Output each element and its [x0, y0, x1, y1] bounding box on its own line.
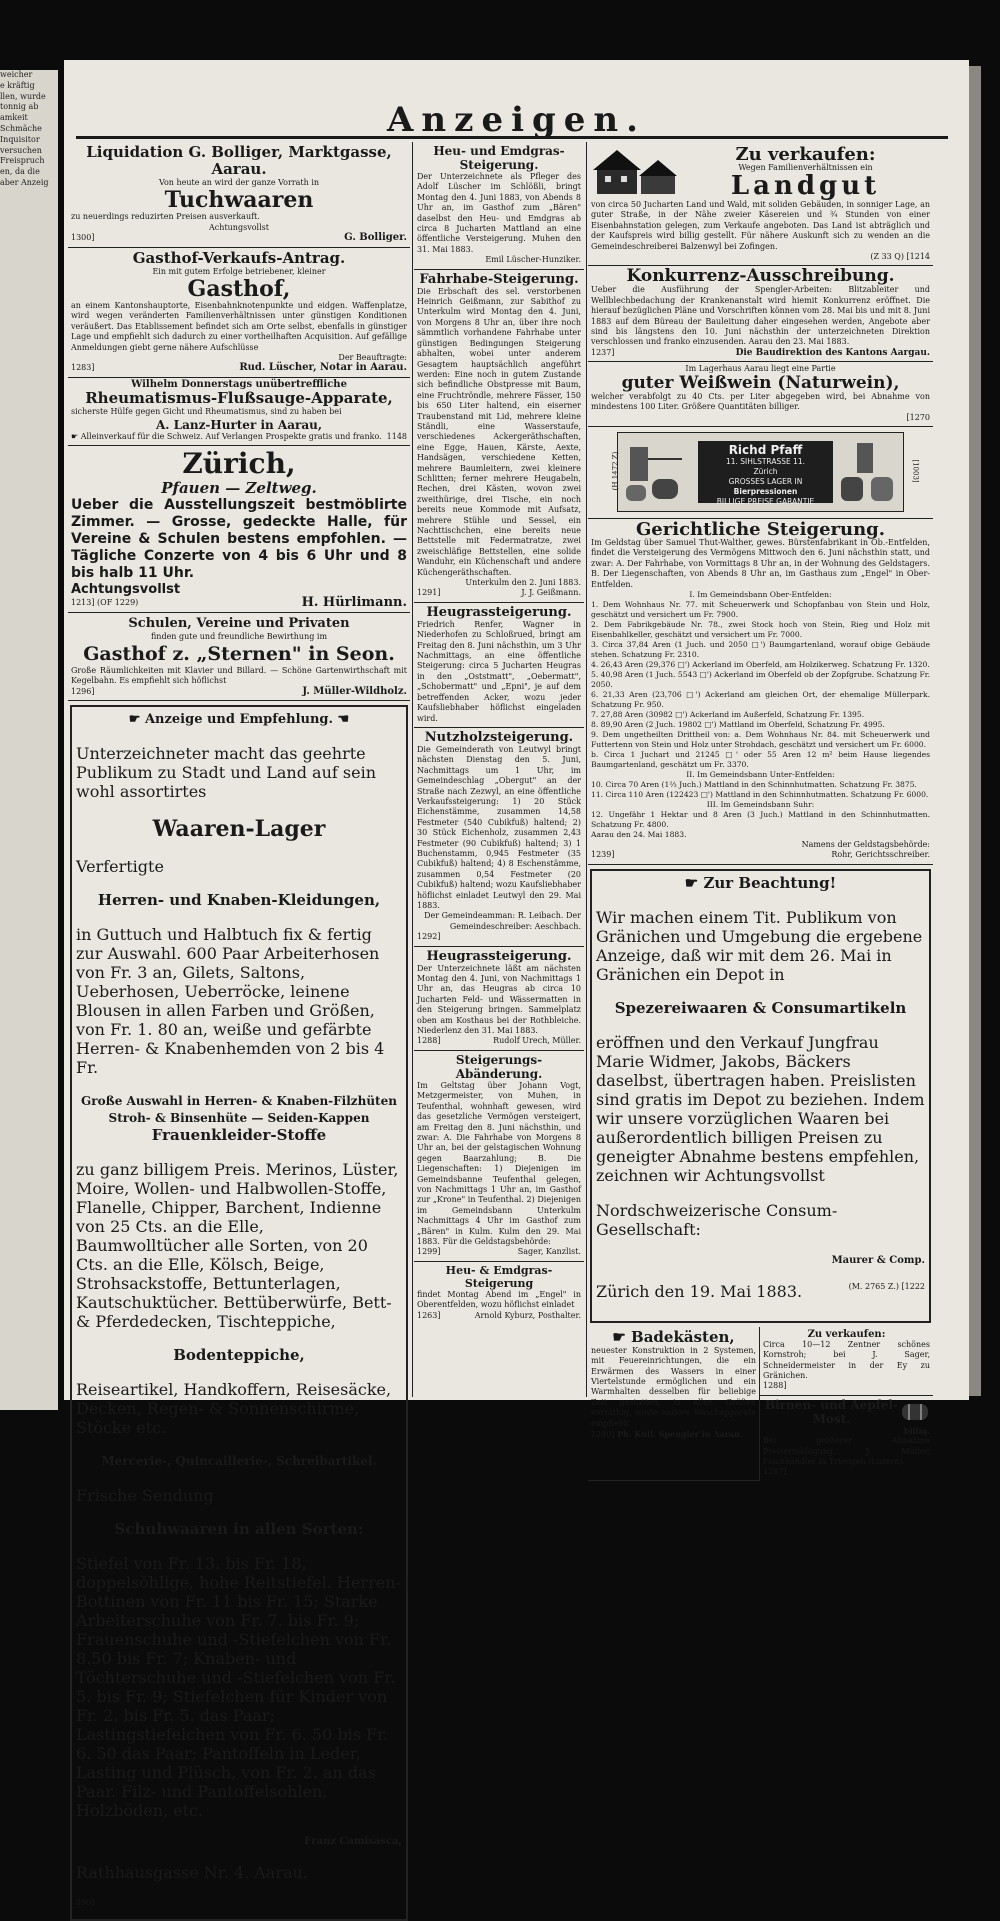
ad-body: von circa 50 Jucharten Land und Wald, mit soliden Gebäuden, in sonniger Lage, an guter Straße, in der Nähe zweier Käsereien und ¾ Stunden von einer Eisenbahnstation gelegen, zum Verkaufe angeboten. Das Land ist abträglich und der Kaufspreis wird billig gestellt. Für nähere Auskunft sich zu wenden an die Gemeindeschreiberei Balzenwyl bei Zofingen. [591, 200, 930, 251]
ad-body: zu neuerdings reduzirten Preisen ausverkauft. [71, 212, 260, 222]
ad-gerichtliche-steigerung [588, 519, 933, 865]
ad-signature: Franz Camisasca, [304, 1836, 402, 1848]
pfaff-product: Bierpressionen [733, 486, 798, 496]
list-item: Aarau den 24. Mai 1883. [591, 829, 687, 839]
list-item: I. Im Gemeindsbann Ober-Entfelden: [689, 589, 832, 599]
ad-kornstroh [760, 1327, 933, 1396]
ad-title: Im Lagerhaus Aarau liegt eine Partie [685, 364, 836, 374]
strip-line: Schmäche [0, 123, 42, 133]
ad-signature: Rudolf Urech, Müller. [493, 1036, 581, 1046]
ad-signature: G. Bolliger. [344, 232, 407, 244]
ad-body: Stiefel von Fr. 13. bis Fr. 18, doppelsöhlige, hohe Reitstiefel. Herren-Bottinen von Fr. 11 bis Fr. 15; Starke Arbeiterschuhe von Fr. 7. bis Fr. 9; Frauenschuhe und -Stiefelchen von Fr. 8.50 bis Fr. 7; Knaben- und Töchterschuhe und -Stiefelchen von Fr. 5. bis Fr. 9; Stiefelchen für Kinder von Fr. 2. bis Fr. 5. das Paar; Lastingstiefelchen von Fr. 6. 50 bis Fr. 6. 50 das Paar; Pantoffeln in Leder, Lasting und Plüsch, von Fr. 2. an das Paar. Filz- und Pantoffelsohlen, Holzböden, etc. [76, 1554, 401, 1821]
ad-headline: Spezereiwaaren & Consumartikeln [614, 998, 907, 1017]
ad-signature: Rohr, Gerichtsschreiber. [831, 850, 930, 860]
hand-pointer-icon: ☚ [333, 712, 350, 728]
ad-body: Die Erbschaft des sel. verstorbenen Heinrich Geißmann, zur Sabithof zu Unterkulm wird Montag den 4. Juni, von Morgens 8 Uhr an, über ihre noch sämmtlich vorhandene Fahrhabe unter günstigen Bedingungen Steigerung abhalten, wobei unter anderem Gesagtem hauptsächlich angeführt werden: Eine noch in gutem Zustande sich befindliche Obstpresse mit Baum, eine Fruchtröndle, mehrere Fässer, 150 bis 650 Liter haltend, ein eiserner Traubenstand mit Lid, mehrere kleine Ständli, eine Wasserstaufe, verschiedenes Ackergeräthschaften, eine Egge, Hauen, Kärste, Aexte, Handsägen, verschiedene Ketten, mehrere Baumleitern, zwei kleinere Schlitten; ferner mehrere Heugabeln, Rechen, drei Kästen, wovon zwei zweithürige, drei Tische, ein noch bereits neue Kommode mit Aufsatz, mehrere Stühle und Sessel, ein Nachttischchen, eine bereits neue Bettstelle mit Federmatratze, zwei zweischläfige Bettstellen, eine solide Wanduhr, ein Küchenschaft und andere Küchengeräthschaften. [417, 286, 581, 577]
list-item: 6. 21,33 Aren (23,706 □') Ackerland am gleichen Ort, der ehemalige Müllerpark. Schatzung Fr. 950. [591, 689, 930, 709]
ad-body: Bei größerer Abnahme Preisermäßigung. J. Müller, Fischhändler in Triengen (Luzern). [763, 1436, 930, 1466]
ad-note: Der Beauftragte: [338, 353, 407, 363]
ad-note: Achtungsvollst [209, 222, 269, 232]
ad-headline: Gasthof, [187, 276, 291, 303]
ad-body: Ueber die Ausführung der Spengler-Arbeiten: Blitzableiter und Wellblechbedachung der Krankenanstalt wird hiemit Konkurrenz eröffnet. Die hierauf bezüglichen Pläne und Vorschriften können vom 28. Mai bis und mit 8. Juni 1883 auf dem Büreau der Bauleitung daher eingesehen werden, Angebote aber sind bis längstens den 10. Juni nächsthin der unterzeichneten Direktion verschlossen und franko einzusenden. Aarau den 23. Mai 1883. [591, 285, 930, 347]
column-rule [412, 142, 413, 1397]
ad-heu-emdgras-2 [414, 1262, 584, 1324]
bottom-ads [588, 1327, 933, 1481]
list-item: 7. 27,88 Aren (30982 □') Ackerland im Außerfeld, Schatzung Fr. 1395. [591, 709, 865, 719]
list-item: 2. Dem Fabrikgebäude Nr. 78., zwei Stock hoch von Stein, Rieg und Holz mit Eisenbahlkeller, geschätzt und versichert um Fr. 7000. [591, 619, 930, 639]
ad-body: Große Räumlichkeiten mit Klavier und Billard. — Schöne Gartenwirthschaft mit Kegelbahn. Es empfiehlt sich höflichst [71, 665, 407, 686]
ad-heading: Stroh- & Binsenhüte — Seiden-Kappen [108, 1111, 370, 1126]
ad-number: 1296] [71, 686, 95, 696]
ad-sub: finden gute und freundliche Bewirthung im [150, 631, 328, 641]
ad-body: zu ganz billigem Preis. Merinos, Lüster, Moire, Wollen- und Halbwollen-Stoffe, Flanelle, Chipper, Barchent, Indienne von 25 Cts. an die Elle, Baumwolltücher alle Sorten, von 20 Cts. an die Elle, Kölsch, Beige, Strohsackstoffe, Bettunterlagen, Kautschuktücher. Bettüberwürfe, Bett- & Pferdedecken, Tischteppiche, [76, 1160, 399, 1332]
beer-pressure-icon [837, 439, 899, 505]
barrel-icon [900, 1401, 930, 1423]
ad-number: 1299] [417, 1247, 441, 1257]
ad-title: ☛ Zur Beachtung! [684, 873, 837, 892]
beer-apparatus-icon [622, 439, 690, 505]
ad-number: 1263] [417, 1310, 441, 1320]
pfaff-city: Zürich [753, 466, 778, 476]
ad-signature: H. Hürlimann. [301, 595, 407, 611]
ad-title: Heu- & Emdgras-Steigerung [445, 1263, 553, 1290]
ad-date: Zürich den 19. Mai 1883. [596, 1281, 803, 1301]
strip-line: en, da die [0, 167, 40, 177]
ad-number: 1288] [417, 1036, 441, 1046]
ad-address: Rathhausgasse Nr. 4. Aarau. [76, 1863, 308, 1883]
ad-number: 1237] [591, 347, 615, 357]
ad-number: 1283] [71, 363, 95, 373]
ad-sternen-seon [68, 613, 410, 702]
ad-note: Der Gemeindeamman: R. Leibach. Der Gemeindeschreiber: Aeschbach. [424, 911, 581, 931]
ad-title: Heu- und Emdgras-Steigerung. [433, 144, 565, 172]
ad-headline: guter Weißwein (Naturwein), [621, 372, 900, 393]
ad-signature: A. Lanz-Hurter in Aarau, [155, 417, 322, 432]
column-1 [68, 142, 410, 1908]
ad-body: Friedrich Renfer, Wagner in Niederhofen zu Schloßrued, bringt am Freitag den 8. Juni nächsthin, um 3 Uhr Nachmittags, an eine öffentliche Steigerung: circa 5 Jucharten Heugras in den „Oststmatt", „Oebermatt", „Schobermatt" und „Epni", je auf dem betreffenden Acker, wozu jeder Kaufsliebhaber höflichst eingeladen wird. [417, 619, 581, 723]
ad-headline: Zürich, [182, 447, 296, 481]
ad-heading: Herren- und Knaben-Kleidungen, [97, 891, 381, 910]
ad-heading: Frauenkleider-Stoffe [151, 1126, 327, 1145]
hand-pointer-icon: ☛ [684, 873, 704, 892]
ad-body: sicherste Hülfe gegen Gicht und Rheumatismus, sind zu haben bei [71, 407, 342, 417]
list-item: III. Im Gemeindsbann Suhr: [706, 799, 815, 809]
ad-signature: Maurer & Comp. [831, 1254, 925, 1266]
hand-pointer-icon: ☛ [612, 1327, 632, 1346]
ad-title: Birnen- und Aepfel-Most. [765, 1397, 898, 1426]
list-item: 10. Circa 70 Aren (1⅔ Juch.) Mattland in den Schinnhutmatten. Schatzung Fr. 3875. [591, 779, 917, 789]
ad-number: 1287] [763, 1467, 787, 1477]
ad-number: [1003] [911, 459, 920, 483]
ad-waaren-lager [70, 705, 408, 1921]
strip-line: aber Anzeig [0, 177, 49, 187]
strip-line: e kräftig [0, 80, 35, 90]
strip-line: weicher [0, 70, 33, 79]
pfaff-illustration [611, 432, 920, 512]
column-rule [586, 142, 587, 1397]
ad-body: an einem Kantonshauptorte, Eisenbahnknotenpunkte und eidgen. Waffenplatze, wird wegen veränderten Familienverhältnissen unter günstigen Konditionen veräußert. Das Etablissement befindet sich am Orte selbst, ebenfalls in günstiger Lage und empfiehlt sich dadurch zu einer vortheilhaften Acquisition. Auf gefällige Anmeldungen giebt gerne nähere Aufschlüsse [71, 301, 407, 352]
ad-signature: Arnold Kyburz, Posthalter. [474, 1310, 581, 1320]
pfaff-code: (H 1472 Z) [611, 451, 620, 491]
ad-body: Ueber die Ausstellungszeit bestmöblirte Zimmer. — Grosse, gedeckte Halle, für Vereine & Schulen bestens empfohlen. — Tägliche Conzerte von 4 bis 6 Uhr und 8 bis halb 11 Uhr. [71, 497, 407, 582]
ad-nutzholz [414, 728, 584, 947]
ad-body: Die Gemeinderath von Leutwyl bringt nächsten Dienstag den 5. Juni, Nachmittags um 1 Uhr, im Gemeindeschlag „Obergut" an der Straße nach Zezwyl, an eine öffentliche Verkaufssteigerung: 1) 20 Stück Eichenstämme, zusammen 14,58 Festmeter (540 Cubikfuß) haltend; 2) 30 Stück Eichenholz, zusammen 2,43 Festmeter (90 Cubikfuß) haltend; 3) 1 Buchenstamm, 0,945 Festmeter (35 Cubikfuß) haltend; 4) 8 Eschenstämme, zusammen 0,54 Festmeter (20 Cubikfuß) haltend; wozu Kaufsliebhaber höflichst einladet Leutwyl den 29. Mai 1883. [417, 744, 581, 910]
ad-number: 1300] [71, 233, 95, 243]
list-item: 5. 40,98 Aren (1 Juch. 5543 □') Ackerland im Oberfeld ob der Zopfgrube. Schatzung Fr. 2050. [591, 669, 930, 689]
ad-sub: Ein mit gutem Erfolge betriebener, kleiner [152, 266, 326, 276]
ad-konkurrenz [588, 266, 933, 362]
ad-intro: Unterzeichneter macht das geehrte Publikum zu Stadt und Land auf sein wohl assortirtes [76, 744, 376, 802]
list-item: 9. Dem ungetheilten Drittheil von: a. Dem Wohnhaus Nr. 84. mit Scheuerwerk und Futtertenn von Stein und Holz unter Strohdach, geschätzt und versichert um Fr. 6000. [591, 729, 930, 749]
strip-line: Freispruch [0, 156, 45, 166]
ad-fahrhabe [414, 270, 584, 603]
ad-title: Wilhelm Donnerstags unübertreffliche [131, 378, 347, 390]
ad-number: 1239] [591, 850, 615, 860]
ad-pfaff [588, 427, 933, 519]
ad-tag: billig. [903, 1425, 930, 1436]
ad-note: Achtungsvollst [71, 582, 181, 598]
ad-rheumatismus [68, 378, 410, 446]
ad-body: in Guttuch und Halbtuch fix & fertig zur Auswahl. 600 Paar Arbeiterhosen von Fr. 3 an, Gilets, Saltons, Ueberhosen, Ueberröcke, leinene Blousen in allen Farben und Größen, von Fr. 1. 80 an, weiße und gefärbte Herren- & Knabenhemden von 2 bis 4 Fr. [76, 925, 385, 1078]
ad-number: 1148 [386, 431, 407, 441]
ad-number: 390] [76, 1898, 95, 1908]
ad-body: Circa 10—12 Zentner schönes Kornstroh; bei J. Sager, Schneidermeister in der Ey zu Gränichen. [763, 1339, 930, 1380]
ad-note: Namens der Geldstagsbehörde: [801, 839, 930, 849]
ad-body: Der Unterzeichnete läßt am nächsten Montag den 4. Juni, von Nachmittags 1 Uhr an, das Heugras ab circa 10 Jucharten Feld- und Wässermatten in den Steigerung bringen. Sammelplatz oben am Kosthaus bei der Rothbleiche. Niederlenz den 31. Mai 1883. [417, 963, 581, 1036]
ad-body: welcher verabfolgt zu 40 Cts. per Liter abgegeben wird, bei Abnahme von mindestens 100 Liter. Größere Quantitäten billiger. [591, 391, 930, 412]
ad-landgut [588, 142, 933, 266]
pfaff-address: 11. SIHLSTRASSE 11. [725, 456, 806, 466]
masthead-rule [76, 136, 948, 139]
ad-signature: Sager, Kanzlist. [517, 1247, 581, 1257]
ad-body: findet Montag Abend im „Engel" in Oberentfelden, wozu höflichst einladet [417, 1289, 581, 1310]
ad-number: (Z 33 Q) [1214 [870, 252, 930, 262]
ad-sub: Wegen Familienverhältnissen ein [738, 163, 873, 173]
ad-title: Gasthof-Verkaufs-Antrag. [132, 248, 346, 267]
column-2 [414, 142, 584, 1397]
ad-heading: Mercerie-, Quincaillerie-, Schreibartikel. [101, 1454, 377, 1469]
ad-number: (M. 2765 Z.) [1222 [848, 1281, 925, 1291]
ad-signature: Ph. Kull, Spengler in Aarau. [617, 1429, 743, 1439]
pfaff-price: BILLIGE PREISE GARANTIE [716, 496, 815, 506]
strip-line: tonnig ab [0, 102, 39, 112]
ad-bolliger [68, 142, 410, 248]
ad-heu-emdgras [414, 142, 584, 270]
ad-heading: Bodenteppiche, [173, 1346, 305, 1365]
ad-title: Nutzholzsteigerung. [424, 729, 574, 745]
ad-title: Liquidation G. Bolliger, Marktgasse, Aarau. [86, 143, 392, 178]
list-item: 1. Dem Wohnhaus Nr. 77. mit Scheuerwerk und Schopfanbau von Stein und Holz, geschätzt und versichert um Fr. 7900. [591, 599, 930, 619]
ad-headline: Waaren-Lager [152, 816, 326, 843]
ad-sub: Verfertigte [76, 857, 164, 877]
ad-body: Der Unterzeichnete als Pfleger des Adolf Lüscher im Schlößli, bringt Montag den 4. Juni 1883, von Abends 8 Uhr an, im Gasthof zum „Bären" daselbst den Heu- und Emdgras ab circa 8 Jucharten Mattland an eine öffentliche Versteigerung. Muhen den 31. Mai 1883. [417, 172, 581, 254]
ad-weisswein [588, 362, 933, 427]
ad-number: 1213] (OF 1229) [71, 598, 139, 608]
ad-headline: Gasthof z. „Sternen" in Seon. [83, 642, 395, 665]
hand-pointer-icon: ☛ [128, 712, 145, 728]
property-list [591, 590, 930, 840]
ad-body: Im Geldstag über Samuel Thut-Walther, gewes. Bürstenfabrikant in Ob.-Entfelden, findet die Versteigerung des Vermögens Mittwoch den 6. Juni nächsthin statt, und zwar: A. Der Fahrhabe, von Vormittags 8 Uhr an, in der Wohnung des Geldstagers. B. Der Liegenschaften, von Abends 8 Uhr an, im Gasthaus zum „Engel" in Ober-Entfelden. [591, 537, 930, 589]
ad-title: Steigerungs-Abänderung. [455, 1052, 543, 1081]
ad-title: Zu verkaufen: [807, 1328, 886, 1340]
ad-sub: Frische Sendung [76, 1486, 214, 1506]
list-item: b. Circa 1 Juchart und 21245 □' oder 55 Aren 12 m² beim Hause liegendes Baumgartenland, geschätzt um Fr. 3370. [591, 749, 930, 769]
strip-line: versuchen [0, 145, 42, 155]
list-item: 3. Circa 37,84 Aren (1 Juch. und 2050 □') Baumgartenland, worauf obige Gebäude stehen. Schatzung Fr. 2310. [591, 639, 930, 659]
ad-title: ☛ Badekästen, [612, 1327, 735, 1346]
list-item: 11. Circa 110 Aren (122423 □') Mattland in den Schinnhutmatten. Schatzung Fr. 6000. [591, 789, 929, 799]
column-3 [588, 142, 933, 1477]
ad-title: Gerichtliche Steigerung. [635, 518, 886, 540]
pfaff-name: Richd Pfaff [728, 442, 803, 457]
ad-zuerich-pfauen [68, 446, 410, 612]
ad-number: 1288] [763, 1381, 787, 1391]
list-item: 8. 89,90 Aren (2 Juch. 19802 □') Mattland im Oberfeld, Schatzung Fr. 4995. [591, 719, 885, 729]
ad-title: Fahrhabe-Steigerung. [419, 271, 579, 287]
ad-signature: J. J. Geißmann. [521, 588, 581, 598]
strip-line: llen, wurde [0, 91, 46, 101]
ad-title: Heugrassteigerung. [426, 948, 572, 964]
pfaff-label [698, 441, 833, 506]
ad-sub: Pfauen — Zeltweg. [161, 479, 317, 498]
newspaper-page [64, 60, 969, 1908]
ad-title: ☛ Anzeige und Empfehlung. ☚ [128, 712, 350, 728]
ad-badekaesten [588, 1327, 760, 1481]
ad-steigerungs-abaenderung [414, 1051, 584, 1262]
ad-heading: Schuhwaaren in allen Sorten: [114, 1520, 364, 1539]
pfaff-line: GROSSES LAGER IN [728, 476, 803, 486]
hand-pointer-icon: ☛ [71, 431, 81, 441]
ad-sub: Von heute an wird der ganze Vorrath in [158, 178, 320, 187]
ad-body: eröffnen und den Verkauf Jungfrau Marie Widmer, Jakobs, Bäckers daselbst, übertragen haben. Preislisten sind gratis im Depot zu beziehen. Indem wir unsere vorzüglichen Waaren bei außerordentlich billigen Preisen zu geneigter Abnahme bestens empfehlen, zeichnen wir Achtungsvollst [596, 1032, 925, 1185]
ad-gasthof-verkauf [68, 248, 410, 378]
ad-body: Reiseartikel, Handkoffern, Reisesäcke, Decken, Regen- & Sonnenschirme, Stöcke etc. [76, 1380, 392, 1438]
strip-line: Inquisitor [0, 134, 40, 144]
ad-heading: Große Auswahl in Herren- & Knaben-Filzhüten [81, 1094, 397, 1109]
farmhouse-icon [591, 144, 681, 200]
ad-title: Konkurrenz-Ausschreibung. [626, 266, 895, 287]
ad-note: Alleinverkauf für die Schweiz. Auf Verlangen Prospekte gratis und franko. [80, 431, 382, 441]
ad-heugras-2 [414, 947, 584, 1051]
list-item: II. Im Gemeindsbann Unter-Entfelden: [686, 769, 835, 779]
ad-title: Heugrassteigerung. [426, 604, 572, 620]
ad-body: Wir machen einem Tit. Publikum von Gränichen und Umgebung die ergebene Anzeige, daß wir mit dem 26. Mai in Gränichen ein Depot in [596, 907, 923, 984]
ad-heugras-1 [414, 603, 584, 728]
ad-body: Im Geltstag über Johann Vogt, Metzgermeister, von Muhen, in Teufenthal, wohnhaft gewesen, wird das gesetzliche Vermögen versteigert, am Freitag den 8. Juni nächsthin, und zwar: A. Die Fahrhabe von Morgens 8 Uhr an, bei der gelstagischen Wohnung gegen Baarzahlung; B. Die Liegenschaften: 1) Diejenigen im Gemeindsbanne Teufenthal gelegen, von Nachmittags 1 Uhr an, im Gasthof zur „Krone" in Teufenthal. 2) Diejenigen im Gemeindsbann Unterkulm Nachmittags 4 Uhr im Gasthof zum „Bären" in Kulm. Kulm den 29. Mai 1883. Für die Geldstagsbehörde: [417, 1080, 581, 1246]
ad-headline: Landgut [730, 170, 881, 201]
ad-title: Schulen, Vereine und Privaten [128, 615, 350, 631]
ad-signature: Emil Lüscher-Hunziker. [485, 255, 581, 265]
ad-title: Zu verkaufen: [735, 144, 876, 166]
ad-zur-beachtung [590, 869, 931, 1323]
list-item: 4. 26,43 Aren (29,376 □') Ackerland im Oberfeld, am Holzikerweg. Schatzung Fr. 1320. [591, 659, 930, 669]
list-item: 12. Ungefähr 1 Hektar und 8 Aren (3 Juch.) Mattland in den Schinnhutmatten. Schatzung Fr. 4800. [591, 809, 930, 829]
ad-signature: Die Baudirektion des Kantons Aargau. [735, 347, 930, 358]
ad-number: 1291] [417, 588, 441, 598]
page-edge [969, 66, 981, 1396]
ad-signature: J. Müller-Wildholz. [302, 685, 407, 697]
ad-headline: Tuchwaaren [164, 187, 314, 214]
ad-headline: Rheumatismus-Flußsauge-Apparate, [85, 389, 393, 408]
page-title: Anzeigen. [387, 100, 646, 140]
ad-most [760, 1396, 933, 1481]
ad-note: Unterkulm den 2. Juni 1883. [465, 578, 581, 588]
ad-body: neuester Konstruktion in 2 Systemen, mit Feuereinrichtungen, die ein Erwärmen des Wassers in einer Viertelstunde ermöglichen und ein Warmhalten desselben für beliebige Zeit gestatten, in allen Größen vorräthig, sowie andere Waschapparate empfiehlt [591, 1345, 756, 1428]
ad-number: 1280] [591, 1430, 615, 1439]
strip-line: amkeit [0, 113, 28, 123]
ad-number: 1292] [417, 932, 441, 942]
adjacent-page-strip [0, 70, 58, 1410]
ad-number: [1270 [906, 412, 930, 422]
ad-note: Nordschweizerische Consum-Gesellschaft: [596, 1200, 838, 1239]
ad-signature: Rud. Lüscher, Notar in Aarau. [239, 362, 407, 374]
